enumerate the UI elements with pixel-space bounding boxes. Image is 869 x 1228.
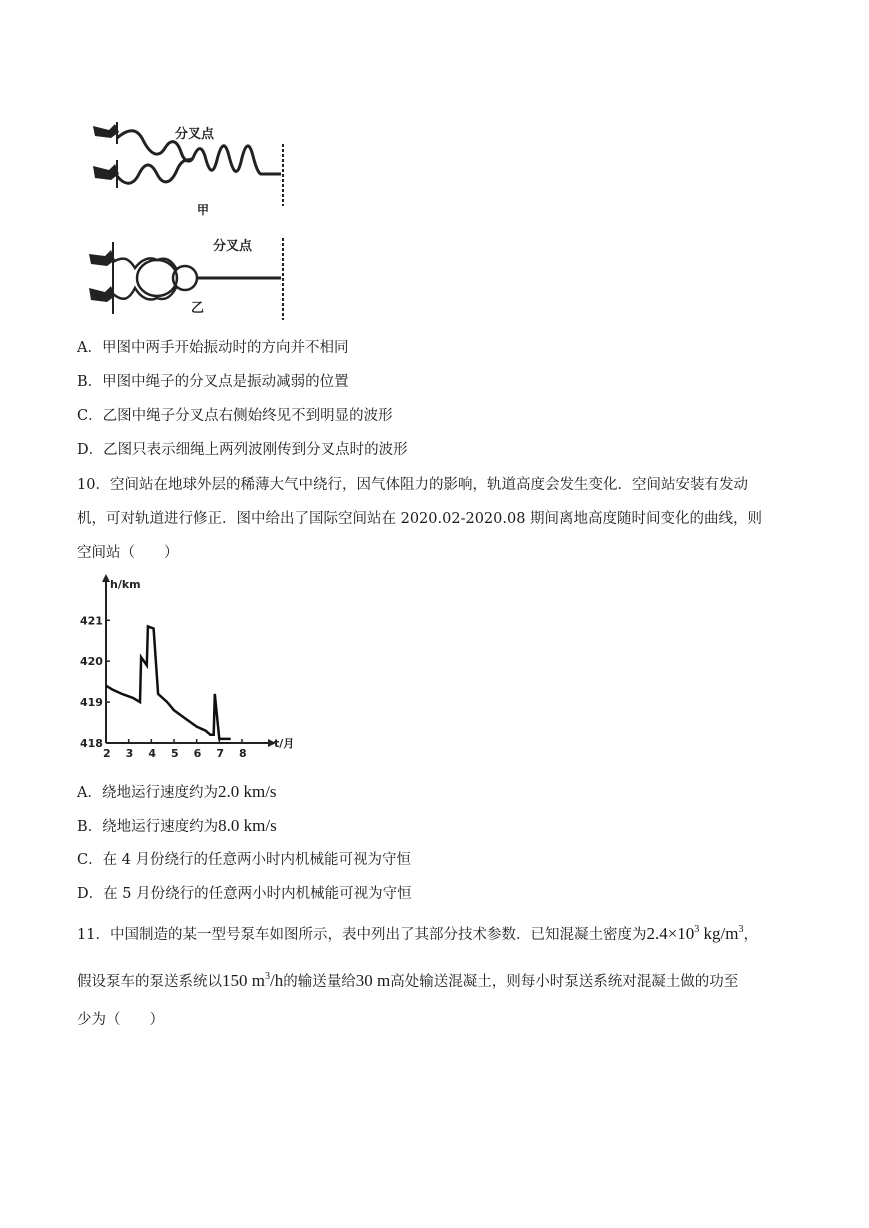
flow-value: 150 $m^3/h$ [222,971,284,990]
q10-stem-line1: 10．空间站在地球外层的稀薄大气中绕行，因气体阻力的影响，轨道高度会发生变化．空间站安装有发动 [77,477,748,493]
x-tick-label: 4 [148,747,156,760]
figure-jia [85,118,295,218]
q9-option-d: D．乙图只表示细绳上两列波刚传到分叉点时的波形 [77,442,408,458]
q10-option-d: D．在 5 月份绕行的任意两小时内机械能可视为守恒 [77,886,412,902]
x-tick-label: 8 [239,747,247,760]
option-b-text: B．绕地运行速度约为 [77,819,219,835]
x-tick-label: 6 [193,747,202,760]
height-value: 30 m [355,971,391,990]
altitude-chart [78,578,295,763]
figure-caption: 甲 [197,203,210,217]
fork-label: 分叉点 [213,239,253,254]
hand-icon-upper [89,250,115,266]
y-tick-label: 419 [80,696,103,710]
y-tick-label: 420 [80,655,103,669]
combined-rope-wave [193,146,281,174]
x-tick-label: 3 [125,747,134,760]
x-tick-label: 2 [103,747,111,760]
q10-stem-line3: 空间站（ ） [77,545,179,561]
q11-stem-line2: 假设泵车的泵送系统以150 $m^3/h$的输送量给30 m高处输送混凝土，则每小时泵送系统对混凝土做的功至 [77,971,739,990]
hand-icon-upper [93,122,119,144]
q11-stem-line1: 11．中国制造的某一型号泵车如图所示，表中列出了其部分技术参数．已知混凝土密度为$2.4\times 10^3$ $kg/m^3$， [77,924,758,943]
q9-option-a: A．甲图中两手开始振动时的方向并不相同 [77,340,349,356]
density-value: $2.4\times 10^3$ $kg/m^3$ [646,924,744,943]
q10-option-c: C．在 4 月份绕行的任意两小时内机械能可视为守恒 [77,852,412,868]
hand-icon-lower [93,160,119,188]
altitude-series-line [106,626,231,739]
fork-label: 分叉点 [175,127,215,142]
option-b-value: 8.0 km/s [218,816,277,835]
q10-stem-line2: 机，可对轨道进行修正．图中给出了国际空间站在 2020.02-2020.08 期间离地高度随时间变化的曲线，则 [77,511,763,527]
figure-yi [85,232,295,322]
q10-option-a [77,782,277,803]
hand-icon-lower [89,286,115,302]
x-tick-label: 7 [216,747,224,760]
y-axis-label: h/km [110,578,141,591]
loop-1 [137,260,177,296]
option-a-text: A．绕地运行速度约为 [77,785,218,801]
q11-stem-line3: 少为（ ） [77,1012,164,1028]
lower-rope-wave [117,158,193,183]
x-axis-label: t/月 [274,737,295,750]
y-tick-label: 421 [80,614,103,628]
q11-text-1: 11．中国制造的某一型号泵车如图所示，表中列出了其部分技术参数．已知混凝土密度为 [77,927,647,943]
figure-caption: 乙 [191,301,205,316]
y-axis-arrow [102,574,110,582]
x-tick-label: 5 [171,747,179,760]
q9-option-b: B．甲图中绳子的分叉点是振动减弱的位置 [77,374,349,390]
q9-option-c: C．乙图中绳子分叉点右侧始终见不到明显的波形 [77,408,393,424]
y-tick-label: 418 [80,737,103,750]
option-a-value: 2.0 km/s [217,782,277,801]
q10-option-b [77,816,277,837]
